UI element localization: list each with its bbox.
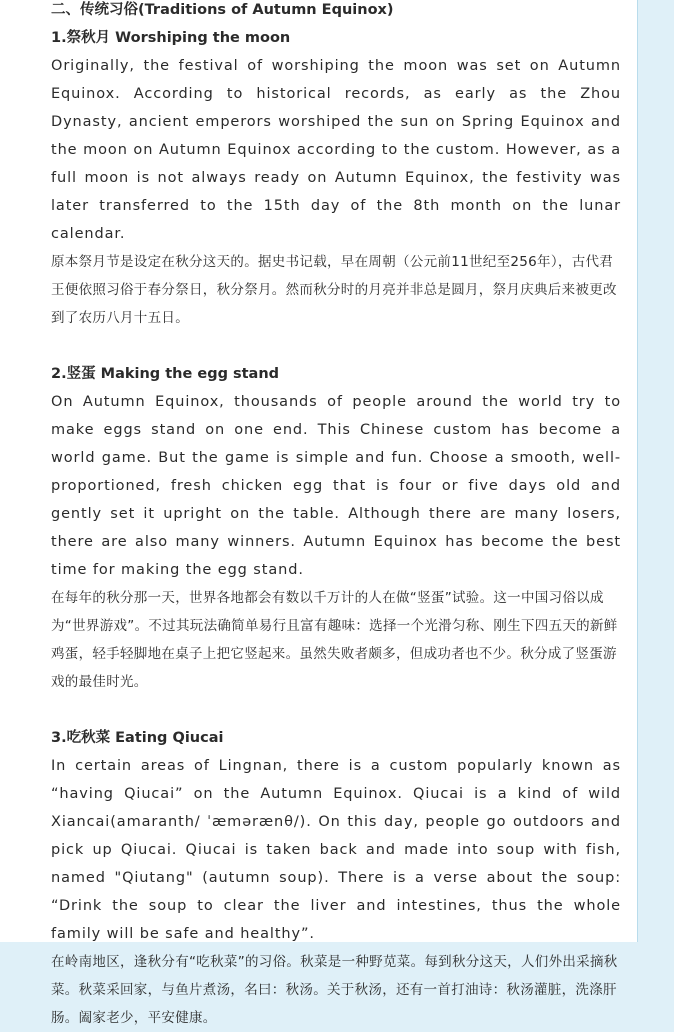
custom-chinese-text: 在岭南地区，逢秋分有“吃秋菜”的习俗。秋菜是一种野苋菜。每到秋分这天，人们外出采摘秋菜。秋菜采回家，与鱼片煮汤，名曰：秋汤。关于秋汤，还有一首打油诗：秋汤灌脏，洗涤肝肠。阖家老少，平安健康。 <box>51 954 618 1026</box>
custom-english-text: On Autumn Equinox, thousands of people around the world try to make eggs stand on one end. This Chinese custom has become a world game. But the game is simple and fun. Choose a smooth, well-proportioned, fresh chicken egg that is four or five days old and gently set it upright on the table. Although there are many losers, there are also many winners. Autumn Equinox has become the best time for making the egg stand. <box>51 394 621 578</box>
custom-3 <box>51 724 621 1032</box>
custom-1 <box>51 24 621 332</box>
custom-heading: 3.吃秋菜 Eating Qiucai <box>51 730 224 746</box>
custom-heading: 2.竖蛋 Making the egg stand <box>51 366 280 382</box>
custom-chinese-text: 原本祭月节是设定在秋分这天的。据史书记载，早在周朝（公元前11世纪至256年），古代君王便依照习俗于春分祭日，秋分祭月。然而秋分时的月亮并非总是圆月，祭月庆典后来被更改到了农历八月十五日。 <box>51 254 617 326</box>
custom-english-text: In certain areas of Lingnan, there is a custom popularly known as “having Qiucai” on the Autumn Equinox. Qiucai is a kind of wild Xiancai(amaranth/ ˈæmərænθ/). On this day, people go outdoors and pick up Qiucai. Qiucai is taken back and made into soup with fish, named "Qiutang" (autumn soup). There is a verse about the soup: “Drink the soup to clear the liver and intestines, thus the whole family will be safe and healthy”. <box>51 758 621 942</box>
article-content <box>51 0 621 1032</box>
paragraph-gap <box>51 696 621 724</box>
section-title: 二、传统习俗(Traditions of Autumn Equinox) <box>51 2 394 18</box>
custom-chinese-text: 在每年的秋分那一天，世界各地都会有数以千万计的人在做“竖蛋”试验。这一中国习俗以成为“世界游戏”。不过其玩法确简单易行且富有趣味：选择一个光滑匀称、刚生下四五天的新鲜鸡蛋，轻手轻脚地在桌子上把它竖起来。虽然失败者颇多，但成功者也不少。秋分成了竖蛋游戏的最佳时光。 <box>51 590 618 690</box>
paragraph-gap <box>51 332 621 360</box>
custom-english-text: Originally, the festival of worshiping the moon was set on Autumn Equinox. According to historical records, as early as the Zhou Dynasty, ancient emperors worshiped the sun on Spring Equinox and the moon on Autumn Equinox according to the custom. However, as a full moon is not always ready on Autumn Equinox, the festivity was later transferred to the 15th day of the 8th month on the lunar calendar. <box>51 58 621 242</box>
custom-2 <box>51 360 621 696</box>
custom-heading: 1.祭秋月 Worshiping the moon <box>51 30 291 46</box>
